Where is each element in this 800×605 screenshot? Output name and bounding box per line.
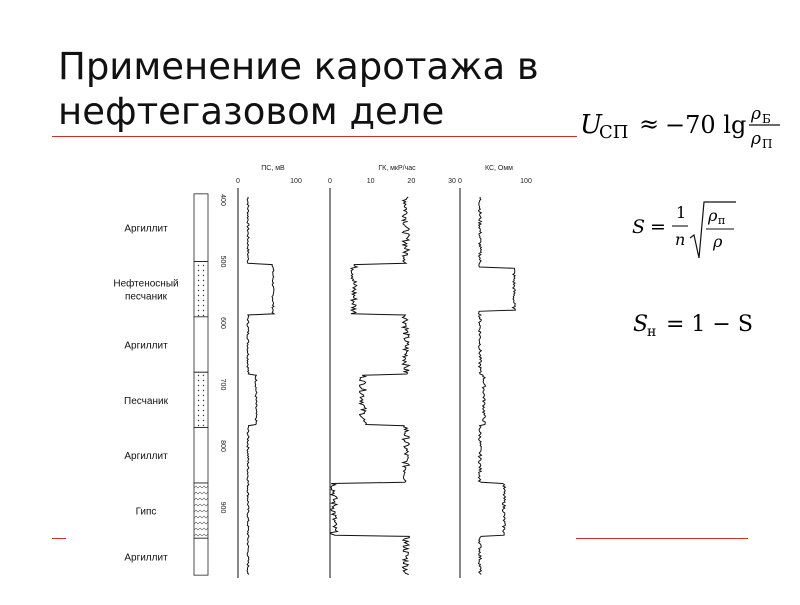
lithology-label: Аргиллит: [124, 223, 168, 235]
formula-usp: [577, 98, 782, 150]
formula-sn-lhs: S: [633, 312, 649, 337]
depth-tick-label: 700: [219, 378, 226, 391]
lithology-layer-1: [194, 262, 208, 317]
lithology-layer-0: [194, 194, 208, 262]
formula-s-num: 1: [676, 203, 687, 222]
formula-usp-num: ρ: [751, 104, 761, 124]
formula-usp-coef: −70 lg: [665, 111, 747, 139]
formula-s-eq: =: [650, 216, 666, 238]
rt-curve: [479, 197, 516, 575]
sp-curve: [247, 197, 274, 575]
depth-tick-label: 400: [219, 194, 226, 206]
lithology-label: Нефтеносный: [113, 278, 179, 290]
lithology-layer-4: [194, 428, 208, 483]
well-log-figure: [66, 148, 576, 600]
formula-usp-approx: ≈: [639, 110, 660, 138]
track-tick-label: 0: [458, 178, 462, 185]
track-title: ПС, мВ: [261, 165, 285, 172]
formula-s-root-den: ρ: [713, 232, 723, 251]
track-title: КС, Омм: [484, 165, 514, 172]
track-tick-label: 0: [328, 178, 332, 185]
lithology-label: песчаник: [124, 291, 168, 303]
formula-usp-den: ρ: [751, 129, 761, 149]
lithology-layer-3: [194, 372, 208, 427]
lithology-layer-2: [194, 317, 208, 372]
formula-oil-saturation: [628, 305, 758, 341]
track-tick-label: 30: [448, 178, 456, 185]
formula-s-den: n: [675, 230, 686, 249]
formula-usp-den-sub: П: [762, 137, 773, 150]
formula-s-lhs: S: [632, 216, 646, 238]
track-tick-label: 20: [407, 178, 416, 185]
lithology-label: Аргиллит: [124, 451, 168, 463]
lithology-layer-6: [194, 538, 208, 575]
lithology-label: Аргиллит: [124, 340, 168, 352]
track-tick-label: 10: [366, 178, 375, 185]
lithology-label: Песчаник: [124, 395, 168, 407]
formula-usp-lhs-sub: СП: [599, 122, 629, 143]
formula-sn-rhs: = 1 − S: [666, 312, 753, 337]
formula-usp-lhs: U: [580, 110, 602, 140]
slide-title-line-1: Применение каротажа в: [58, 45, 539, 88]
depth-tick-label: 900: [219, 501, 226, 514]
gr-curve: [331, 197, 410, 575]
track-tick-label: 0: [236, 178, 240, 185]
formula-saturation: [628, 188, 742, 268]
formula-s-root-num-sub: п: [718, 214, 726, 227]
lithology-layer-5: [194, 483, 208, 538]
track-tick-label: 100: [520, 178, 532, 185]
formula-s-root-num: ρ: [708, 206, 718, 225]
depth-tick-label: 500: [219, 255, 226, 268]
depth-tick-label: 800: [219, 440, 226, 452]
slide-title-line-2: нефтегазовом деле: [58, 90, 445, 133]
formula-sn-lhs-sub: н: [647, 324, 657, 340]
depth-tick-label: 600: [219, 317, 226, 329]
slide-title: [58, 44, 578, 134]
formula-usp-num-sub: Б: [762, 112, 771, 126]
track-tick-label: 100: [290, 178, 302, 185]
lithology-label: Аргиллит: [124, 552, 168, 564]
accent-line-top: [52, 136, 577, 137]
lithology-label: Гипс: [135, 506, 157, 518]
track-title: ГК, мкР/час: [378, 165, 416, 172]
